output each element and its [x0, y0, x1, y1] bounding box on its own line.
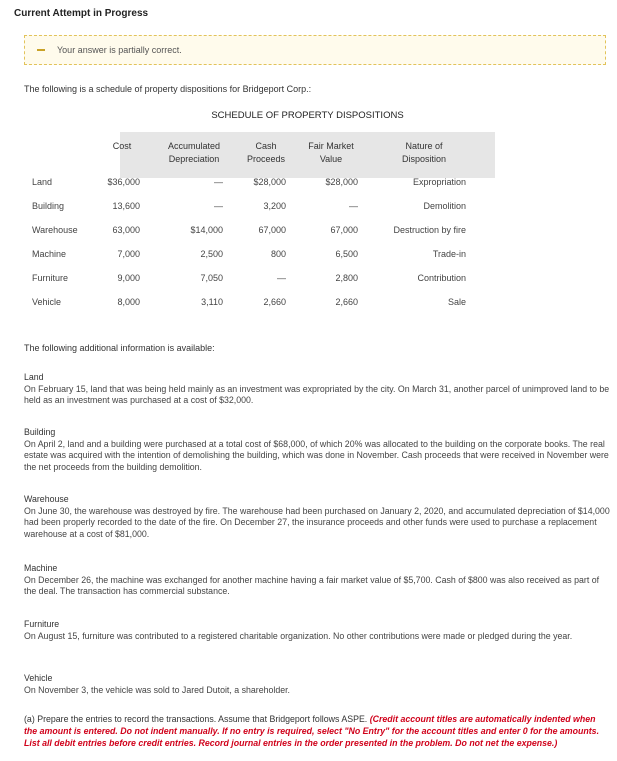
header-cost-line2: Cost	[112, 141, 132, 151]
fmv-value: 67,000	[330, 225, 358, 235]
cost-value: 13,600	[112, 201, 140, 211]
acc-dep-value: 3,110	[201, 297, 223, 307]
partial-correct-banner	[24, 35, 606, 65]
section-warehouse	[24, 494, 610, 540]
header-accdep-line1: Accumulated	[167, 141, 221, 151]
cash-value: $28,000	[253, 177, 286, 187]
row-label: Building	[32, 201, 65, 211]
header-accdep-line2: Depreciation	[168, 154, 220, 164]
acc-dep-value: —	[214, 177, 223, 187]
section-machine	[24, 563, 610, 598]
nature-value: Demolition	[423, 201, 466, 211]
additional-info-intro: The following additional information is available:	[24, 343, 215, 353]
section-heading: Furniture	[24, 619, 60, 629]
nature-value: Expropriation	[412, 177, 466, 187]
cash-value: 67,000	[258, 225, 286, 235]
acc-dep-value: 7,050	[200, 273, 223, 283]
section-text: On April 2, land and a building were purchased at a total cost of $68,000, of which 20% was allocated to the building on the corporate books. The real estate was acquired with the intention of demolishing the building, which was done in November. Cash proceeds that were received in November were the net proceeds from the building demolition.	[24, 438, 609, 472]
row-label: Machine	[32, 249, 67, 259]
section-text: On June 30, the warehouse was destroyed by fire. The warehouse had been purchased on January 2, 2020, and accumulated depreciation of $14,000 had been properly recorded to the date of the fire. On December 27, the insurance proceeds and other funds were used to purchase a replacement warehouse at a cost of $81,000.	[24, 505, 610, 539]
fmv-value: 2,800	[335, 273, 358, 283]
cash-value: 2,660	[263, 297, 286, 307]
minus-icon	[37, 49, 45, 51]
row-label: Warehouse	[32, 225, 78, 235]
nature-value: Trade-in	[432, 249, 466, 259]
fmv-value: 6,500	[335, 249, 358, 259]
header-nature-of-disposition	[386, 140, 462, 166]
header-fair-market-value	[296, 140, 366, 166]
cost-value: 63,000	[112, 225, 140, 235]
row-label: Land	[32, 177, 53, 187]
instructions-plain: (a) Prepare the entries to record the transactions. Assume that Bridgeport follows ASPE.	[24, 714, 370, 724]
nature-value: Destruction by fire	[393, 225, 466, 235]
banner-message: Your answer is partially correct.	[57, 45, 182, 55]
fmv-value: 2,660	[335, 297, 358, 307]
header-accumulated-depreciation	[156, 140, 232, 166]
section-vehicle	[24, 673, 610, 696]
header-cash-proceeds	[236, 140, 296, 166]
cost-value: 8,000	[117, 297, 140, 307]
section-text: On December 26, the machine was exchanged for another machine having a fair market value of $5,700. Cash of $800 was also received as part of the deal. The transaction has commercial substance.	[24, 574, 600, 596]
header-fmv-line1: Fair Market	[308, 141, 354, 151]
acc-dep-value: 2,500	[200, 249, 223, 259]
instructions-red: (Credit account titles are automatically indented when the amount is entered. Do not indent manually. If no entry is required, select "No Entry" for the account titles and enter 0 for the amounts. List all debit entries before credit entries. Record journal entries in the order presented in the problem. Do not net the expense.)	[24, 714, 600, 748]
cash-value: 3,200	[263, 201, 286, 211]
fmv-value: —	[349, 201, 358, 211]
section-heading: Machine	[24, 563, 58, 573]
question-instructions	[24, 713, 610, 749]
nature-value: Sale	[447, 297, 466, 307]
fmv-value: $28,000	[325, 177, 358, 187]
section-land	[24, 372, 610, 407]
nature-value: Contribution	[417, 273, 466, 283]
header-nature-line1: Nature of	[405, 141, 443, 151]
cost-value: 9,000	[117, 273, 140, 283]
cash-value: —	[277, 273, 286, 283]
section-heading: Warehouse	[24, 494, 69, 504]
section-heading: Vehicle	[24, 673, 53, 683]
row-label: Furniture	[32, 273, 69, 283]
section-furniture	[24, 619, 610, 642]
header-cash-line1: Cash	[255, 141, 277, 151]
intro-text: The following is a schedule of property dispositions for Bridgeport Corp.:	[24, 84, 312, 94]
section-text: On February 15, land that was being held mainly as an investment was expropriated by the city. On March 31, another parcel of unimproved land to be held as an investment was purchased at a cost of $32,000.	[24, 383, 610, 405]
attempt-title: Current Attempt in Progress	[14, 8, 149, 19]
section-building	[24, 427, 610, 473]
row-label: Vehicle	[32, 297, 62, 307]
header-nature-line2: Disposition	[401, 154, 447, 164]
schedule-title: SCHEDULE OF PROPERTY DISPOSITIONS	[211, 110, 404, 121]
section-heading: Building	[24, 427, 56, 437]
cost-value: 7,000	[117, 249, 140, 259]
section-heading: Land	[24, 372, 44, 382]
section-text: On November 3, the vehicle was sold to Jared Dutoit, a shareholder.	[24, 684, 291, 695]
section-text: On August 15, furniture was contributed to a registered charitable organization. No other contributions were made or pledged during the year.	[24, 630, 573, 641]
header-cost	[100, 140, 144, 153]
header-fmv-line2: Value	[319, 154, 343, 164]
cash-value: 800	[270, 249, 286, 259]
cost-value: $36,000	[107, 177, 140, 187]
header-cash-line2: Proceeds	[246, 154, 286, 164]
acc-dep-value: —	[214, 201, 223, 211]
acc-dep-value: $14,000	[190, 225, 223, 235]
